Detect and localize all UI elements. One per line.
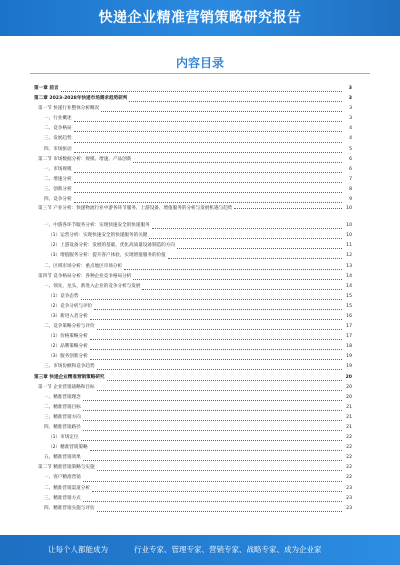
toc-page-number: 12 — [346, 253, 352, 259]
toc-leader-dots — [83, 409, 342, 411]
toc-leader-dots — [133, 278, 342, 280]
toc-entry[interactable] — [34, 302, 352, 312]
toc-page-number: 14 — [346, 283, 352, 289]
toc-page-number: 9 — [349, 197, 352, 203]
table-of-contents — [34, 84, 352, 514]
toc-page-number: 15 — [346, 293, 352, 299]
toc-entry-title: 二、精准营销目标 — [44, 404, 81, 410]
toc-leader-dots — [97, 389, 342, 391]
toc-page-number: 5 — [349, 146, 352, 152]
toc-entry[interactable] — [34, 484, 352, 494]
toc-page-number: 22 — [346, 445, 352, 451]
toc-page-number: 22 — [346, 475, 352, 481]
toc-entry[interactable] — [34, 413, 352, 423]
toc-page-number: 4 — [349, 136, 352, 142]
toc-leader-dots — [177, 247, 342, 249]
toc-page-number: 21 — [346, 404, 352, 410]
toc-leader-dots — [74, 130, 342, 132]
toc-entry-title: 第二节 精准营销策略与实施 — [38, 465, 95, 471]
toc-entry[interactable] — [34, 124, 352, 134]
toc-page-number: 7 — [349, 176, 352, 182]
toc-leader-dots — [90, 348, 342, 350]
toc-entry[interactable] — [34, 504, 352, 514]
toc-entry-title: 二、增速分析 — [44, 176, 72, 182]
toc-entry-title: （3）新进入者分析 — [48, 313, 88, 319]
toc-entry-title: （2）品牌策略分析 — [48, 344, 88, 350]
toc-entry-title: （2）竞争分析与评价 — [48, 303, 93, 309]
toc-entry[interactable] — [34, 393, 352, 403]
toc-entry-title: 五、精准营销效果 — [44, 455, 81, 461]
toc-page-number: 20 — [345, 374, 352, 380]
footer-slogan-left: 让每个人都能成为 — [48, 545, 108, 554]
toc-entry[interactable] — [34, 205, 352, 221]
toc-page-number: 23 — [346, 505, 352, 511]
toc-page-number: 10 — [346, 206, 352, 212]
toc-entry[interactable] — [34, 473, 352, 483]
toc-page-number: 3 — [349, 116, 352, 122]
toc-leader-dots — [90, 449, 342, 451]
toc-page-number: 19 — [346, 364, 352, 370]
toc-leader-dots — [152, 227, 342, 229]
toc-page-number: 17 — [346, 324, 352, 330]
toc-entry-title: 三、精准营销方式 — [44, 495, 81, 501]
toc-entry-title: 四、竞争分析 — [44, 197, 72, 203]
toc-page-number: 22 — [346, 465, 352, 471]
toc-page-number: 6 — [349, 166, 352, 172]
toc-page-number: 10 — [346, 223, 352, 229]
report-title: 快递企业精准营销策略研究报告 — [98, 10, 302, 26]
toc-entry-title: （2）精准营销策略 — [48, 445, 88, 451]
toc-entry[interactable] — [34, 332, 352, 342]
toc-page-number: 20 — [346, 384, 352, 390]
toc-leader-dots — [74, 120, 342, 122]
toc-page-number: 20 — [346, 394, 352, 400]
toc-entry[interactable] — [34, 165, 352, 175]
toc-page-number: 22 — [346, 455, 352, 461]
toc-entry-title: （3）服务创新分析 — [48, 354, 88, 360]
toc-entry-title: 一、客户精准营销 — [44, 475, 81, 481]
toc-leader-dots — [149, 237, 342, 239]
toc-entry-title: 三、发展趋势 — [44, 136, 72, 142]
toc-leader-dots — [97, 368, 342, 370]
toc-entry-title: 第一节 企业营销战略和目标 — [38, 384, 95, 390]
toc-entry-title: 第一节 快递行业整体分析概况 — [38, 106, 100, 112]
toc-page-number: 8 — [349, 186, 352, 192]
toc-entry-title: 三、创新分析 — [44, 186, 72, 192]
toc-page-number: 14 — [346, 273, 352, 279]
toc-leader-dots — [101, 110, 342, 112]
toc-page-number: 15 — [346, 303, 352, 309]
toc-page-number: 3 — [348, 86, 352, 91]
toc-page-number: 13 — [346, 263, 352, 269]
toc-page-number: 6 — [349, 156, 352, 162]
toc-entry-title: 第一章 前言 — [34, 86, 59, 91]
toc-page-number: 16 — [346, 313, 352, 319]
toc-entry-title: 三、市场份额和竞争趋势 — [44, 364, 95, 370]
toc-entry[interactable] — [34, 114, 352, 124]
toc-leader-dots — [83, 429, 342, 431]
toc-leader-dots — [61, 90, 342, 92]
toc-page-number: 23 — [346, 485, 352, 491]
toc-entry-title: （1）竞争态势 — [48, 293, 79, 299]
toc-entry[interactable] — [34, 292, 352, 302]
toc-page-number: 17 — [346, 334, 352, 340]
toc-entry-title: 四、精准营销路径 — [44, 425, 81, 430]
toc-leader-dots — [81, 298, 343, 300]
toc-entry[interactable] — [34, 373, 352, 383]
footer-slogan-right: 行业专家、管理专家、营销专家、战略专家、成为企业家 — [134, 545, 322, 554]
toc-entry-title: 一、中游各环节服务分析：实现快速安全的快递服务 — [44, 223, 150, 229]
toc-entry[interactable] — [34, 312, 352, 322]
toc-page-number: 22 — [346, 435, 352, 441]
toc-title: 内容目录 — [175, 56, 224, 70]
toc-entry[interactable] — [34, 342, 352, 352]
toc-entry-title: 二、竞争策略分析与评价 — [44, 324, 95, 330]
toc-page-number: 23 — [346, 495, 352, 501]
toc-entry[interactable] — [34, 272, 352, 282]
toc-leader-dots — [168, 257, 342, 259]
toc-page-number: 10 — [346, 233, 352, 239]
toc-leader-dots — [124, 268, 342, 270]
toc-entry-title: 二、竞争格局 — [44, 126, 72, 132]
toc-leader-dots — [83, 480, 342, 482]
toc-leader-dots — [97, 510, 342, 512]
toc-leader-dots — [92, 490, 342, 492]
toc-entry-title: 第三章 快递企业精准营销策略研究 — [34, 374, 105, 380]
toc-leader-dots — [83, 500, 342, 502]
toc-leader-dots — [90, 318, 342, 320]
toc-entry[interactable] — [34, 84, 352, 94]
toc-entry-title: （1）运营分析：实现快速安全的快递服务的关键 — [48, 233, 148, 239]
toc-entry-title: 二、精准营销渠道分析 — [44, 485, 90, 491]
toc-leader-dots — [83, 399, 342, 401]
toc-leader-dots — [74, 141, 342, 143]
toc-leader-dots — [74, 171, 342, 173]
toc-entry[interactable] — [34, 282, 352, 292]
toc-page-number: 11 — [346, 243, 352, 249]
toc-entry[interactable] — [34, 104, 352, 114]
toc-leader-dots — [83, 419, 342, 421]
toc-entry[interactable] — [34, 145, 352, 155]
toc-page-number: 19 — [346, 354, 352, 360]
toc-leader-dots — [97, 469, 342, 471]
toc-leader-dots — [81, 439, 343, 441]
toc-entry[interactable] — [34, 443, 352, 453]
toc-leader-dots — [74, 181, 342, 183]
toc-entry[interactable] — [34, 352, 352, 362]
toc-leader-dots — [142, 288, 342, 290]
toc-page-number: 21 — [346, 414, 352, 420]
toc-entry[interactable] — [34, 494, 352, 504]
toc-entry[interactable] — [34, 262, 352, 272]
toc-entry-title: 一、精准营销理念 — [44, 394, 81, 400]
toc-page-number: 18 — [346, 344, 352, 350]
toc-entry-title: 第三节 产业分析：快递物流行业中游各环节服务、上游设备、增值服务的分析与发展机遇与趋势 — [38, 206, 233, 212]
toc-entry-title: 第二章 2023-2028年快递市场需求趋势研判 — [34, 96, 128, 102]
toc-entry-title: 四、市场驱动 — [44, 146, 72, 152]
toc-leader-dots — [90, 358, 342, 360]
toc-entry[interactable] — [34, 134, 352, 144]
toc-leader-dots — [74, 151, 342, 153]
toc-entry-title: （1）价格策略分析 — [48, 334, 88, 340]
toc-entry-title: 四、精准营销实施与评估 — [44, 505, 95, 511]
toc-page-number: 21 — [346, 425, 352, 430]
toc-entry-title: 一、行业概述 — [44, 116, 72, 122]
toc-entry[interactable] — [34, 433, 352, 443]
toc-entry[interactable] — [34, 403, 352, 413]
report-header — [0, 0, 400, 36]
toc-entry[interactable] — [34, 195, 352, 205]
toc-entry[interactable] — [34, 241, 352, 251]
toc-entry[interactable] — [34, 251, 352, 261]
toc-entry-title: （2）上游设备分析：发展的基础，优化高质量设备制造的方向 — [48, 243, 175, 249]
toc-divider — [30, 73, 370, 74]
toc-page-number: 3 — [348, 96, 352, 102]
toc-leader-dots — [97, 328, 342, 330]
toc-entry-title: 第四节 竞争格局分析：各种企业竞争格局分析 — [38, 273, 132, 279]
toc-leader-dots — [83, 459, 342, 461]
toc-entry-title: （1）市场定位 — [48, 435, 79, 441]
toc-entry-title: 二、区域市场分析：重点地区市场分析 — [44, 263, 123, 269]
toc-entry-title: 一、市场规模 — [44, 166, 72, 172]
toc-entry[interactable] — [34, 94, 352, 104]
toc-leader-dots — [107, 379, 342, 381]
toc-leader-dots — [94, 308, 342, 310]
toc-leader-dots — [74, 201, 342, 203]
footer-banner — [0, 535, 400, 565]
toc-entry[interactable] — [34, 221, 352, 231]
toc-entry[interactable] — [34, 155, 352, 165]
toc-entry[interactable] — [34, 362, 352, 372]
toc-leader-dots — [234, 207, 342, 209]
toc-entry-title: （3）增值服务分析：提升客户体验，实现增值服务的价值 — [48, 253, 166, 259]
toc-leader-dots — [74, 191, 342, 193]
toc-page-number: 4 — [349, 126, 352, 132]
toc-leader-dots — [90, 338, 342, 340]
toc-entry[interactable] — [34, 175, 352, 185]
toc-entry[interactable] — [34, 463, 352, 473]
toc-entry[interactable] — [34, 322, 352, 332]
toc-entry[interactable] — [34, 231, 352, 241]
toc-leader-dots — [129, 100, 342, 102]
toc-entry-title: 一、领先、龙头、新进入企业的竞争分析与发展 — [44, 283, 141, 289]
toc-entry-title: 第二节 市场数据分析：规模、增速、产品创新 — [38, 156, 132, 162]
toc-entry-title: 三、精准营销方向 — [44, 414, 81, 420]
toc-entry[interactable] — [34, 423, 352, 433]
toc-entry[interactable] — [34, 383, 352, 393]
toc-leader-dots — [133, 161, 342, 163]
toc-entry[interactable] — [34, 453, 352, 463]
toc-entry[interactable] — [34, 185, 352, 195]
toc-page-number: 3 — [349, 106, 352, 112]
